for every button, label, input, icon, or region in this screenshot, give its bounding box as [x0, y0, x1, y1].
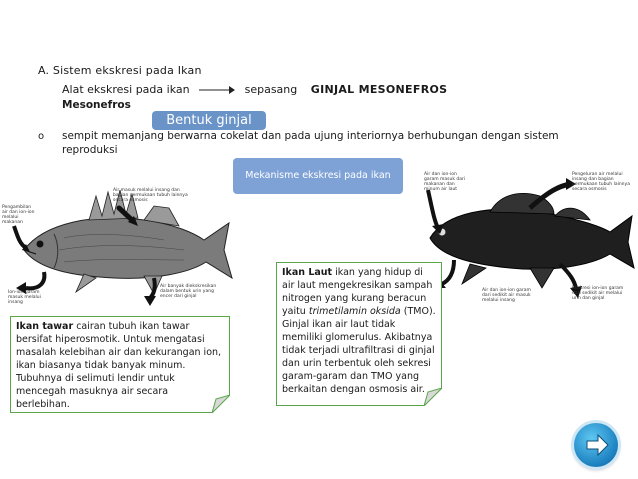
seawater-note — [276, 262, 442, 406]
mesonefros-label: Mesonefros — [62, 99, 131, 111]
organ-line — [62, 83, 447, 96]
section-heading: A. Sistem ekskresi pada Ikan — [38, 64, 202, 77]
organ-label: Alat ekskresi pada ikan — [62, 83, 190, 96]
freshwater-label-left: Pengambilan air dan ion-ion melalui makanan — [2, 205, 35, 225]
freshwater-label-bottom-left: Ion-ion garam masuk melalui insang — [8, 290, 41, 305]
shape-pill: Bentuk ginjal — [152, 111, 266, 130]
bullet-icon: o — [38, 131, 45, 142]
freshwater-text: cairan tubuh ikan tawar bersifat hiperosmotik. Untuk mengatasi masalah kelebihan air dan kekurangan ion, ikan biasanya tidak banyak minum. Tubuhnya di selimuti lendir untuk mencegah masuknya air secara berlebihan. — [16, 321, 222, 410]
kidney-name: GINJAL MESONEFROS — [310, 83, 448, 96]
pair-word: sepasang — [244, 83, 298, 96]
freshwater-title: Ikan tawar — [16, 321, 74, 332]
arrow-right-icon — [199, 85, 235, 95]
seawater-text-italic: trimetilamin oksida — [308, 306, 401, 317]
seawater-title: Ikan Laut — [282, 267, 333, 278]
seawater-text-b: (TMO). Ginjal ikan air laut tidak memiliki glomerulus. Akibatnya tidak terjadi ultrafiltrasi di ginjal dan urin terbentuk oleh sekresi garam-garam dan TMO yang berkaitan dengan osmosis air. — [282, 306, 436, 395]
freshwater-label-bottom-right: Air banyak diekskresikan dalam bentuk urin yang encer dari ginjal — [160, 284, 217, 299]
arrow-right-icon — [574, 423, 618, 467]
next-slide-button[interactable] — [574, 423, 618, 467]
seawater-label-top-right: Pengeluran air melalui insang dan bagian permukaan tubuh lainnya secara osmosis — [572, 172, 630, 192]
seawater-label-bottom-left: Air dan ion-ion garam dari sedikit air masuk melalui insang — [482, 288, 531, 303]
seawater-label-bottom-right: Ekskresi ion-ion garam dari sedikit air melalui urin dan ginjal — [572, 286, 624, 301]
mechanism-label: Mekanisme ekskresi pada ikan — [233, 158, 403, 194]
freshwater-note — [10, 316, 230, 413]
seawater-label-top-left: Air dan ion-ion garam masuk dari makanan dan minum air laut — [424, 172, 466, 192]
seawater-text-a: ikan yang hidup di air laut mengekresikan sampah nitrogen yang kurang beracun yaitu — [282, 267, 433, 317]
page-fold-icon — [212, 395, 230, 413]
page-fold-icon — [424, 388, 442, 406]
kidney-description: sempit memanjang berwarna cokelat dan pada ujung interiornya berhubungan dengan sistem reproduksi — [62, 130, 559, 156]
freshwater-label-top: Air masuk melalui insang dan bagian permukaan tubuh lainnya secara osmosis — [113, 188, 188, 203]
